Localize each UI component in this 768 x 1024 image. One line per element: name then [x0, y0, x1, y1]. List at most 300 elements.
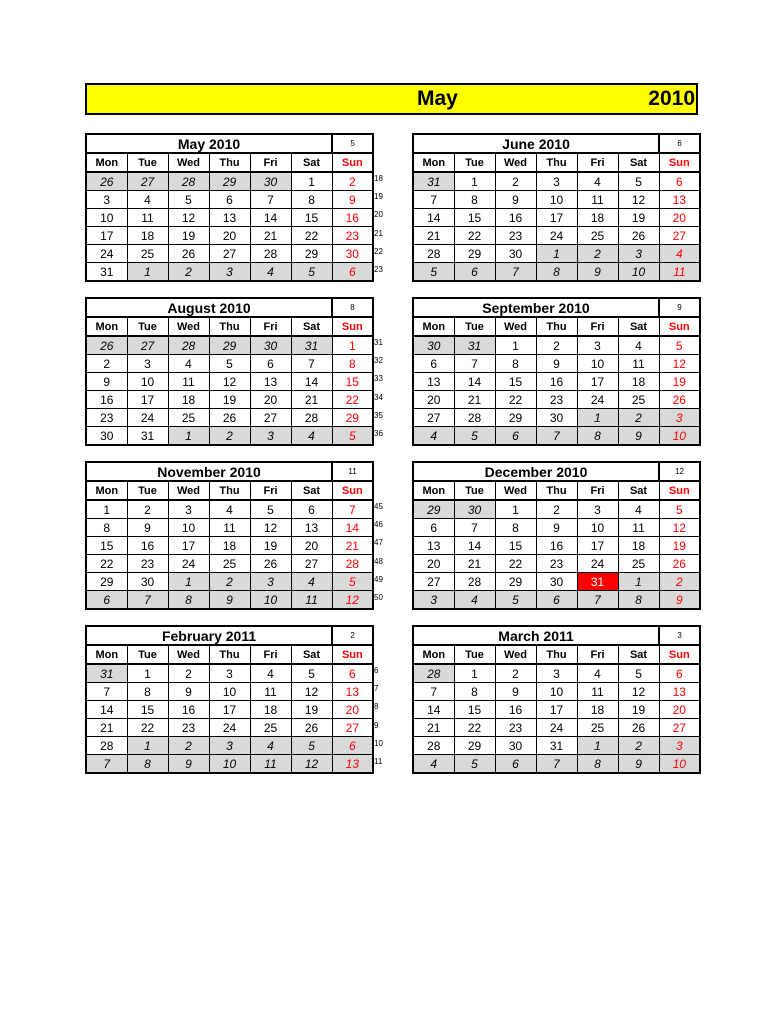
day-cell[interactable]: 1 — [127, 737, 168, 755]
day-cell[interactable]: 27 — [250, 409, 291, 427]
day-cell[interactable]: 13 — [659, 683, 700, 701]
day-cell[interactable]: 17 — [536, 209, 577, 227]
day-cell[interactable]: 3 — [536, 664, 577, 683]
day-cell[interactable]: 11 — [291, 591, 332, 610]
day-cell[interactable]: 29 — [495, 573, 536, 591]
day-cell[interactable]: 1 — [332, 336, 373, 355]
day-cell[interactable]: 4 — [209, 500, 250, 519]
day-cell[interactable]: 27 — [659, 227, 700, 245]
day-cell[interactable]: 15 — [454, 209, 495, 227]
day-cell[interactable]: 1 — [495, 336, 536, 355]
day-cell[interactable]: 2 — [495, 172, 536, 191]
day-cell[interactable]: 6 — [659, 172, 700, 191]
day-cell[interactable]: 27 — [291, 555, 332, 573]
day-cell[interactable]: 12 — [291, 683, 332, 701]
day-cell[interactable]: 5 — [250, 500, 291, 519]
day-cell[interactable]: 10 — [168, 519, 209, 537]
day-cell[interactable]: 10 — [536, 191, 577, 209]
day-cell[interactable]: 27 — [127, 336, 168, 355]
day-cell[interactable]: 4 — [250, 664, 291, 683]
day-cell[interactable]: 2 — [209, 427, 250, 446]
day-cell[interactable]: 18 — [209, 537, 250, 555]
day-cell[interactable]: 21 — [332, 537, 373, 555]
day-cell[interactable]: 20 — [250, 391, 291, 409]
day-cell[interactable]: 22 — [495, 391, 536, 409]
day-cell[interactable]: 28 — [413, 664, 454, 683]
day-cell[interactable]: 3 — [536, 172, 577, 191]
day-cell[interactable]: 13 — [209, 209, 250, 227]
day-cell[interactable]: 8 — [495, 355, 536, 373]
day-cell[interactable]: 12 — [332, 591, 373, 610]
day-cell[interactable]: 20 — [209, 227, 250, 245]
day-cell[interactable]: 19 — [618, 701, 659, 719]
day-cell[interactable]: 4 — [250, 737, 291, 755]
day-cell[interactable]: 3 — [618, 245, 659, 263]
day-cell[interactable]: 24 — [209, 719, 250, 737]
day-cell[interactable]: 28 — [413, 737, 454, 755]
day-cell[interactable]: 11 — [250, 755, 291, 774]
day-cell[interactable]: 4 — [291, 573, 332, 591]
day-cell[interactable]: 9 — [618, 427, 659, 446]
day-cell[interactable]: 20 — [659, 209, 700, 227]
day-cell[interactable]: 27 — [659, 719, 700, 737]
day-cell[interactable]: 9 — [536, 519, 577, 537]
day-cell[interactable]: 28 — [168, 172, 209, 191]
day-cell[interactable]: 3 — [250, 427, 291, 446]
day-cell[interactable]: 8 — [127, 683, 168, 701]
day-cell[interactable]: 14 — [250, 209, 291, 227]
day-cell[interactable]: 9 — [495, 191, 536, 209]
day-cell[interactable]: 10 — [577, 355, 618, 373]
day-cell[interactable]: 24 — [127, 409, 168, 427]
day-cell[interactable]: 28 — [332, 555, 373, 573]
day-cell[interactable]: 23 — [536, 555, 577, 573]
day-cell[interactable]: 9 — [577, 263, 618, 282]
day-cell[interactable]: 14 — [291, 373, 332, 391]
day-cell[interactable]: 31 — [127, 427, 168, 446]
day-cell[interactable]: 29 — [291, 245, 332, 263]
day-cell[interactable]: 19 — [618, 209, 659, 227]
day-cell[interactable]: 18 — [127, 227, 168, 245]
day-cell[interactable]: 7 — [250, 191, 291, 209]
day-cell[interactable]: 30 — [250, 336, 291, 355]
day-cell[interactable]: 29 — [454, 245, 495, 263]
day-cell[interactable]: 25 — [577, 719, 618, 737]
day-cell[interactable]: 16 — [495, 209, 536, 227]
day-cell[interactable]: 10 — [250, 591, 291, 610]
day-cell[interactable]: 10 — [209, 755, 250, 774]
day-cell[interactable]: 10 — [86, 209, 127, 227]
day-cell[interactable]: 5 — [413, 263, 454, 282]
day-cell[interactable]: 5 — [659, 500, 700, 519]
day-cell[interactable]: 7 — [332, 500, 373, 519]
day-cell[interactable]: 9 — [209, 591, 250, 610]
day-cell[interactable]: 16 — [495, 701, 536, 719]
day-cell[interactable]: 16 — [127, 537, 168, 555]
day-cell[interactable]: 9 — [168, 683, 209, 701]
day-cell[interactable]: 11 — [250, 683, 291, 701]
day-cell[interactable]: 1 — [168, 427, 209, 446]
day-cell[interactable]: 2 — [536, 500, 577, 519]
day-cell[interactable]: 26 — [86, 172, 127, 191]
day-cell[interactable]: 30 — [413, 336, 454, 355]
day-cell[interactable]: 20 — [413, 555, 454, 573]
day-cell[interactable]: 31 — [577, 573, 618, 591]
day-cell[interactable]: 6 — [332, 263, 373, 282]
day-cell[interactable]: 2 — [659, 573, 700, 591]
day-cell[interactable]: 2 — [168, 664, 209, 683]
day-cell[interactable]: 4 — [618, 336, 659, 355]
day-cell[interactable]: 26 — [209, 409, 250, 427]
day-cell[interactable]: 15 — [86, 537, 127, 555]
day-cell[interactable]: 30 — [536, 409, 577, 427]
day-cell[interactable]: 10 — [659, 427, 700, 446]
day-cell[interactable]: 21 — [413, 227, 454, 245]
day-cell[interactable]: 3 — [209, 664, 250, 683]
day-cell[interactable]: 22 — [454, 227, 495, 245]
day-cell[interactable]: 2 — [618, 737, 659, 755]
day-cell[interactable]: 14 — [454, 537, 495, 555]
day-cell[interactable]: 18 — [168, 391, 209, 409]
day-cell[interactable]: 1 — [86, 500, 127, 519]
day-cell[interactable]: 19 — [209, 391, 250, 409]
day-cell[interactable]: 16 — [168, 701, 209, 719]
day-cell[interactable]: 20 — [332, 701, 373, 719]
day-cell[interactable]: 29 — [209, 336, 250, 355]
day-cell[interactable]: 9 — [168, 755, 209, 774]
day-cell[interactable]: 29 — [332, 409, 373, 427]
day-cell[interactable]: 4 — [454, 591, 495, 610]
day-cell[interactable]: 6 — [495, 427, 536, 446]
day-cell[interactable]: 6 — [209, 191, 250, 209]
day-cell[interactable]: 5 — [332, 427, 373, 446]
day-cell[interactable]: 23 — [86, 409, 127, 427]
day-cell[interactable]: 11 — [127, 209, 168, 227]
day-cell[interactable]: 5 — [291, 263, 332, 282]
day-cell[interactable]: 12 — [250, 519, 291, 537]
day-cell[interactable]: 24 — [86, 245, 127, 263]
day-cell[interactable]: 4 — [577, 664, 618, 683]
day-cell[interactable]: 2 — [618, 409, 659, 427]
day-cell[interactable]: 5 — [454, 755, 495, 774]
day-cell[interactable]: 4 — [168, 355, 209, 373]
day-cell[interactable]: 8 — [577, 427, 618, 446]
day-cell[interactable]: 28 — [291, 409, 332, 427]
day-cell[interactable]: 26 — [250, 555, 291, 573]
day-cell[interactable]: 12 — [168, 209, 209, 227]
day-cell[interactable]: 17 — [168, 537, 209, 555]
day-cell[interactable]: 2 — [127, 500, 168, 519]
day-cell[interactable]: 17 — [209, 701, 250, 719]
day-cell[interactable]: 5 — [495, 591, 536, 610]
day-cell[interactable]: 4 — [291, 427, 332, 446]
day-cell[interactable]: 4 — [413, 427, 454, 446]
day-cell[interactable]: 3 — [209, 737, 250, 755]
day-cell[interactable]: 18 — [618, 373, 659, 391]
day-cell[interactable]: 7 — [291, 355, 332, 373]
day-cell[interactable]: 8 — [454, 683, 495, 701]
day-cell[interactable]: 5 — [618, 172, 659, 191]
day-cell[interactable]: 25 — [250, 719, 291, 737]
day-cell[interactable]: 8 — [495, 519, 536, 537]
day-cell[interactable]: 20 — [291, 537, 332, 555]
day-cell[interactable]: 16 — [86, 391, 127, 409]
day-cell[interactable]: 24 — [168, 555, 209, 573]
day-cell[interactable]: 29 — [209, 172, 250, 191]
day-cell[interactable]: 22 — [127, 719, 168, 737]
day-cell[interactable]: 3 — [413, 591, 454, 610]
day-cell[interactable]: 2 — [86, 355, 127, 373]
day-cell[interactable]: 6 — [495, 755, 536, 774]
day-cell[interactable]: 23 — [495, 227, 536, 245]
day-cell[interactable]: 25 — [209, 555, 250, 573]
day-cell[interactable]: 15 — [332, 373, 373, 391]
day-cell[interactable]: 22 — [332, 391, 373, 409]
day-cell[interactable]: 13 — [332, 755, 373, 774]
day-cell[interactable]: 23 — [536, 391, 577, 409]
day-cell[interactable]: 7 — [536, 755, 577, 774]
day-cell[interactable]: 17 — [577, 373, 618, 391]
day-cell[interactable]: 1 — [495, 500, 536, 519]
day-cell[interactable]: 17 — [536, 701, 577, 719]
day-cell[interactable]: 18 — [250, 701, 291, 719]
day-cell[interactable]: 23 — [127, 555, 168, 573]
day-cell[interactable]: 15 — [291, 209, 332, 227]
day-cell[interactable]: 15 — [495, 373, 536, 391]
day-cell[interactable]: 30 — [495, 737, 536, 755]
day-cell[interactable]: 20 — [659, 701, 700, 719]
day-cell[interactable]: 31 — [86, 263, 127, 282]
day-cell[interactable]: 4 — [577, 172, 618, 191]
day-cell[interactable]: 8 — [618, 591, 659, 610]
day-cell[interactable]: 26 — [86, 336, 127, 355]
day-cell[interactable]: 10 — [536, 683, 577, 701]
day-cell[interactable]: 13 — [291, 519, 332, 537]
day-cell[interactable]: 7 — [413, 191, 454, 209]
day-cell[interactable]: 27 — [127, 172, 168, 191]
day-cell[interactable]: 9 — [127, 519, 168, 537]
day-cell[interactable]: 28 — [168, 336, 209, 355]
day-cell[interactable]: 5 — [659, 336, 700, 355]
day-cell[interactable]: 7 — [454, 519, 495, 537]
day-cell[interactable]: 25 — [577, 227, 618, 245]
day-cell[interactable]: 30 — [250, 172, 291, 191]
day-cell[interactable]: 19 — [291, 701, 332, 719]
day-cell[interactable]: 8 — [86, 519, 127, 537]
day-cell[interactable]: 25 — [618, 391, 659, 409]
day-cell[interactable]: 26 — [168, 245, 209, 263]
day-cell[interactable]: 27 — [209, 245, 250, 263]
day-cell[interactable]: 1 — [168, 573, 209, 591]
day-cell[interactable]: 10 — [618, 263, 659, 282]
day-cell[interactable]: 19 — [659, 373, 700, 391]
day-cell[interactable]: 6 — [291, 500, 332, 519]
day-cell[interactable]: 5 — [209, 355, 250, 373]
day-cell[interactable]: 1 — [536, 245, 577, 263]
day-cell[interactable]: 12 — [209, 373, 250, 391]
day-cell[interactable]: 11 — [659, 263, 700, 282]
day-cell[interactable]: 15 — [454, 701, 495, 719]
day-cell[interactable]: 3 — [250, 573, 291, 591]
day-cell[interactable]: 2 — [168, 263, 209, 282]
day-cell[interactable]: 10 — [209, 683, 250, 701]
day-cell[interactable]: 6 — [454, 263, 495, 282]
day-cell[interactable]: 12 — [291, 755, 332, 774]
day-cell[interactable]: 2 — [332, 172, 373, 191]
day-cell[interactable]: 3 — [659, 409, 700, 427]
day-cell[interactable]: 1 — [618, 573, 659, 591]
day-cell[interactable]: 31 — [454, 336, 495, 355]
day-cell[interactable]: 11 — [168, 373, 209, 391]
day-cell[interactable]: 21 — [86, 719, 127, 737]
day-cell[interactable]: 7 — [495, 263, 536, 282]
day-cell[interactable]: 1 — [127, 263, 168, 282]
day-cell[interactable]: 10 — [127, 373, 168, 391]
day-cell[interactable]: 8 — [454, 191, 495, 209]
day-cell[interactable]: 26 — [659, 555, 700, 573]
day-cell[interactable]: 6 — [250, 355, 291, 373]
day-cell[interactable]: 1 — [577, 409, 618, 427]
day-cell[interactable]: 3 — [168, 500, 209, 519]
day-cell[interactable]: 6 — [413, 355, 454, 373]
day-cell[interactable]: 14 — [413, 701, 454, 719]
day-cell[interactable]: 13 — [413, 373, 454, 391]
day-cell[interactable]: 18 — [577, 209, 618, 227]
day-cell[interactable]: 2 — [209, 573, 250, 591]
day-cell[interactable]: 12 — [618, 683, 659, 701]
day-cell[interactable]: 25 — [168, 409, 209, 427]
day-cell[interactable]: 12 — [618, 191, 659, 209]
day-cell[interactable]: 11 — [618, 519, 659, 537]
day-cell[interactable]: 13 — [659, 191, 700, 209]
day-cell[interactable]: 7 — [413, 683, 454, 701]
day-cell[interactable]: 3 — [577, 500, 618, 519]
day-cell[interactable]: 16 — [536, 537, 577, 555]
day-cell[interactable]: 5 — [454, 427, 495, 446]
day-cell[interactable]: 9 — [659, 591, 700, 610]
day-cell[interactable]: 6 — [536, 591, 577, 610]
day-cell[interactable]: 17 — [577, 537, 618, 555]
day-cell[interactable]: 1 — [454, 664, 495, 683]
day-cell[interactable]: 13 — [332, 683, 373, 701]
day-cell[interactable]: 10 — [659, 755, 700, 774]
day-cell[interactable]: 31 — [413, 172, 454, 191]
day-cell[interactable]: 10 — [577, 519, 618, 537]
day-cell[interactable]: 17 — [86, 227, 127, 245]
day-cell[interactable]: 23 — [495, 719, 536, 737]
day-cell[interactable]: 28 — [413, 245, 454, 263]
day-cell[interactable]: 5 — [332, 573, 373, 591]
day-cell[interactable]: 7 — [127, 591, 168, 610]
day-cell[interactable]: 14 — [332, 519, 373, 537]
day-cell[interactable]: 31 — [86, 664, 127, 683]
day-cell[interactable]: 9 — [495, 683, 536, 701]
day-cell[interactable]: 14 — [454, 373, 495, 391]
day-cell[interactable]: 28 — [454, 573, 495, 591]
day-cell[interactable]: 22 — [291, 227, 332, 245]
day-cell[interactable]: 18 — [577, 701, 618, 719]
day-cell[interactable]: 9 — [332, 191, 373, 209]
day-cell[interactable]: 13 — [413, 537, 454, 555]
day-cell[interactable]: 14 — [86, 701, 127, 719]
day-cell[interactable]: 21 — [454, 555, 495, 573]
day-cell[interactable]: 2 — [536, 336, 577, 355]
day-cell[interactable]: 4 — [659, 245, 700, 263]
day-cell[interactable]: 7 — [86, 683, 127, 701]
day-cell[interactable]: 6 — [332, 664, 373, 683]
day-cell[interactable]: 26 — [291, 719, 332, 737]
day-cell[interactable]: 4 — [250, 263, 291, 282]
day-cell[interactable]: 30 — [332, 245, 373, 263]
day-cell[interactable]: 1 — [291, 172, 332, 191]
day-cell[interactable]: 22 — [495, 555, 536, 573]
day-cell[interactable]: 22 — [454, 719, 495, 737]
day-cell[interactable]: 4 — [127, 191, 168, 209]
day-cell[interactable]: 30 — [86, 427, 127, 446]
day-cell[interactable]: 3 — [659, 737, 700, 755]
day-cell[interactable]: 29 — [86, 573, 127, 591]
day-cell[interactable]: 5 — [291, 664, 332, 683]
day-cell[interactable]: 16 — [536, 373, 577, 391]
day-cell[interactable]: 7 — [536, 427, 577, 446]
day-cell[interactable]: 3 — [86, 191, 127, 209]
day-cell[interactable]: 3 — [209, 263, 250, 282]
day-cell[interactable]: 23 — [332, 227, 373, 245]
day-cell[interactable]: 21 — [413, 719, 454, 737]
day-cell[interactable]: 28 — [454, 409, 495, 427]
day-cell[interactable]: 9 — [86, 373, 127, 391]
day-cell[interactable]: 12 — [659, 355, 700, 373]
day-cell[interactable]: 11 — [577, 191, 618, 209]
day-cell[interactable]: 6 — [659, 664, 700, 683]
day-cell[interactable]: 7 — [86, 755, 127, 774]
day-cell[interactable]: 9 — [536, 355, 577, 373]
day-cell[interactable]: 8 — [577, 755, 618, 774]
day-cell[interactable]: 8 — [291, 191, 332, 209]
day-cell[interactable]: 29 — [413, 500, 454, 519]
day-cell[interactable]: 11 — [577, 683, 618, 701]
day-cell[interactable]: 22 — [86, 555, 127, 573]
day-cell[interactable]: 1 — [454, 172, 495, 191]
day-cell[interactable]: 31 — [291, 336, 332, 355]
day-cell[interactable]: 4 — [618, 500, 659, 519]
day-cell[interactable]: 2 — [168, 737, 209, 755]
day-cell[interactable]: 1 — [577, 737, 618, 755]
day-cell[interactable]: 20 — [413, 391, 454, 409]
day-cell[interactable]: 13 — [250, 373, 291, 391]
day-cell[interactable]: 26 — [618, 719, 659, 737]
day-cell[interactable]: 28 — [250, 245, 291, 263]
day-cell[interactable]: 19 — [250, 537, 291, 555]
day-cell[interactable]: 15 — [495, 537, 536, 555]
day-cell[interactable]: 3 — [127, 355, 168, 373]
day-cell[interactable]: 7 — [454, 355, 495, 373]
day-cell[interactable]: 30 — [127, 573, 168, 591]
day-cell[interactable]: 30 — [495, 245, 536, 263]
day-cell[interactable]: 21 — [250, 227, 291, 245]
day-cell[interactable]: 11 — [209, 519, 250, 537]
day-cell[interactable]: 21 — [454, 391, 495, 409]
day-cell[interactable]: 26 — [618, 227, 659, 245]
day-cell[interactable]: 27 — [413, 409, 454, 427]
day-cell[interactable]: 8 — [168, 591, 209, 610]
day-cell[interactable]: 24 — [577, 391, 618, 409]
day-cell[interactable]: 7 — [577, 591, 618, 610]
day-cell[interactable]: 8 — [536, 263, 577, 282]
day-cell[interactable]: 14 — [413, 209, 454, 227]
day-cell[interactable]: 23 — [168, 719, 209, 737]
day-cell[interactable]: 8 — [127, 755, 168, 774]
